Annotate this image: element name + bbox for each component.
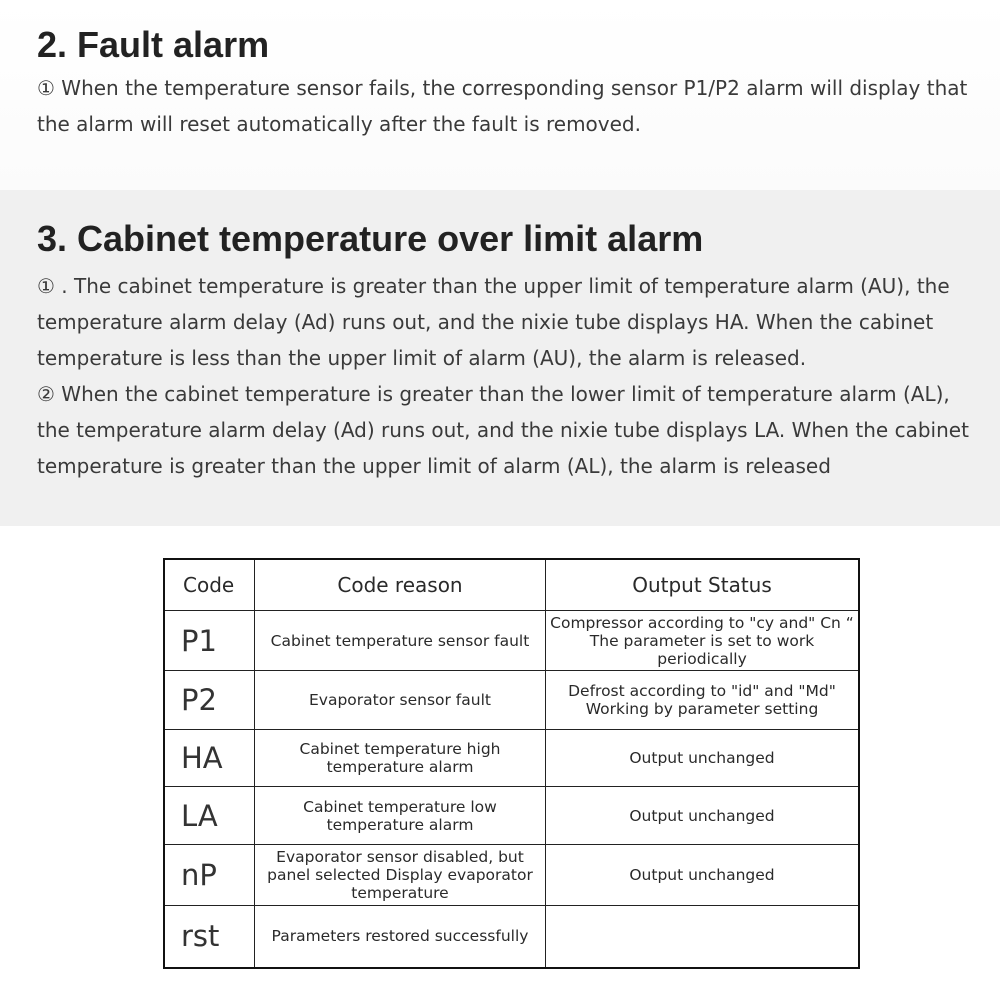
cabinet-alarm-section <box>0 190 1000 526</box>
fault-alarm-text: ① When the temperature sensor fails, the corresponding sensor P1/P2 alarm will display that the alarm will reset automatically after the fault is removed. <box>37 76 968 136</box>
reason-cell: Cabinet temperature sensor fault <box>255 611 546 671</box>
output-cell: Defrost according to "id" and "Md" Working by parameter setting <box>546 671 860 730</box>
reason-cell: Cabinet temperature low temperature alarm <box>255 787 546 845</box>
fault-alarm-heading: 2. Fault alarm <box>37 24 270 65</box>
table-row <box>164 845 859 906</box>
output-cell <box>546 906 860 968</box>
cabinet-alarm-heading: 3. Cabinet temperature over limit alarm <box>37 218 704 259</box>
table-header-row <box>164 559 859 611</box>
code-cell: P2 <box>164 671 255 730</box>
output-cell: Output unchanged <box>546 730 860 787</box>
table-row <box>164 906 859 968</box>
reason-cell: Parameters restored successfully <box>255 906 546 968</box>
header-output-status: Output Status <box>546 559 860 611</box>
table-row <box>164 671 859 730</box>
code-table-container <box>163 558 860 969</box>
code-cell: rst <box>164 906 255 968</box>
table-row <box>164 730 859 787</box>
code-cell: HA <box>164 730 255 787</box>
output-cell: Compressor according to "cy and" Cn “ The parameter is set to work periodically <box>546 611 860 671</box>
output-cell: Output unchanged <box>546 787 860 845</box>
reason-cell: Cabinet temperature high temperature alarm <box>255 730 546 787</box>
code-cell: nP <box>164 845 255 906</box>
cabinet-alarm-paragraph-2: ② When the cabinet temperature is greater than the lower limit of temperature alarm (AL), the temperature alarm delay (Ad) runs out, and the nixie tube displays LA. When the cabinet temperature is greater than the upper limit of alarm (AL), the alarm is released <box>37 382 969 478</box>
output-cell: Output unchanged <box>546 845 860 906</box>
code-cell: LA <box>164 787 255 845</box>
table-row <box>164 787 859 845</box>
fault-alarm-section <box>0 0 1000 190</box>
header-code-reason: Code reason <box>255 559 546 611</box>
cabinet-alarm-paragraph-1: ① . The cabinet temperature is greater than the upper limit of temperature alarm (AU), the temperature alarm delay (Ad) runs out, and the nixie tube displays HA. When the cabinet temperature is less than the upper limit of alarm (AU), the alarm is released. <box>37 274 950 370</box>
code-cell: P1 <box>164 611 255 671</box>
reason-cell: Evaporator sensor fault <box>255 671 546 730</box>
code-table <box>163 558 860 969</box>
table-row <box>164 611 859 671</box>
reason-cell: Evaporator sensor disabled, but panel selected Display evaporator temperature <box>255 845 546 906</box>
header-code: Code <box>164 559 255 611</box>
